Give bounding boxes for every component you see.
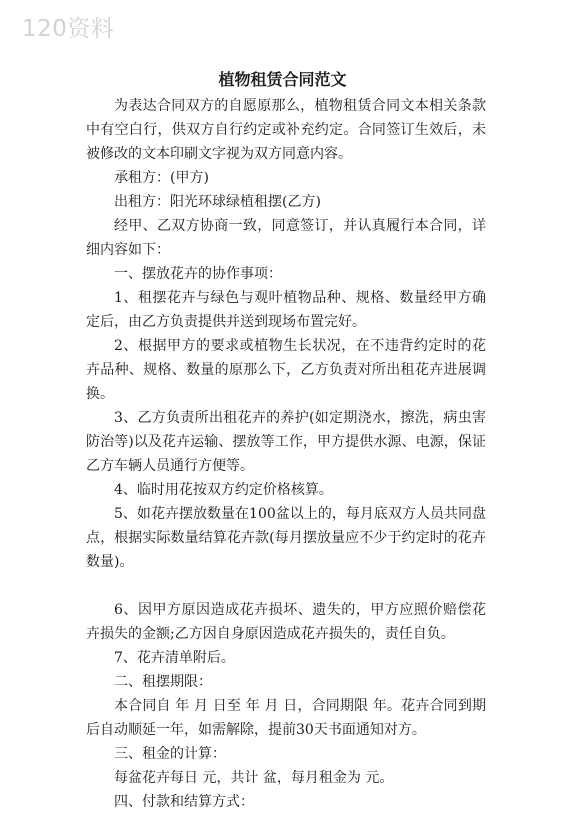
section-heading: 一、摆放花卉的协作事项： [114,266,282,282]
clause-item: 7、花卉清单附后。 [114,650,235,666]
document-title: 植物租赁合同范文 [218,70,347,89]
rent-paragraph: 每盆花卉每日 元，共计 盆，每月租金为 元。 [114,770,394,786]
clause-item: 3、乙方负责所出租花卉的养护(如定期浇水，擦洗，病虫害防治等)以及花卉运输、摆放等工作，甲方提供水源、电源，保证乙方车辆人员通行方便等。 [86,410,486,474]
watermark: 120资料 [22,16,115,42]
clause-item: 5、如花卉摆放数量在100盆以上的，每月底双方人员共同盘点，根据实际数量结算花卉款(每月摆放量应不少于约定时的花卉数量)。 [86,506,486,570]
document-body [86,94,486,814]
lessee-line: 承租方：(甲方) [114,170,209,186]
clause-item: 1、租摆花卉与绿色与观叶植物品种、规格、数量经甲方确定后，由乙方负责提供并送到现场布置完好。 [86,290,486,330]
section-heading: 二、租摆期限： [114,674,212,690]
clause-item: 4、临时用花按双方约定价格核算。 [114,482,333,498]
section-heading: 三、租金的计算： [114,746,226,762]
clause-item: 6、因甲方原因造成花卉损坏、遗失的，甲方应照价赔偿花卉损失的金额;乙方因自身原因造成花卉损失的，责任自负。 [86,602,486,642]
agreement-paragraph: 经甲、乙双方协商一致，同意签订，并认真履行本合同，详细内容如下： [86,218,486,258]
lessor-line: 出租方：阳光环球绿植租摆(乙方) [114,194,321,210]
term-paragraph: 本合同自 年 月 日至 年 月 日，合同期限 年。花卉合同到期后自动顺延一年，如需解除，提前30天书面通知对方。 [86,698,486,738]
intro-paragraph: 为表达合同双方的自愿原那么，植物租赁合同文本相关条款中有空白行，供双方自行约定或补充约定。合同签订生效后，未被修改的文本印刷文字视为双方同意内容。 [86,98,486,162]
clause-item: 2、根据甲方的要求或植物生长状况，在不违背约定时的花卉品种、规格、数量的原那么下，乙方负责对所出租花卉进展调换。 [86,338,486,402]
section-heading: 四、付款和结算方式： [114,794,254,810]
